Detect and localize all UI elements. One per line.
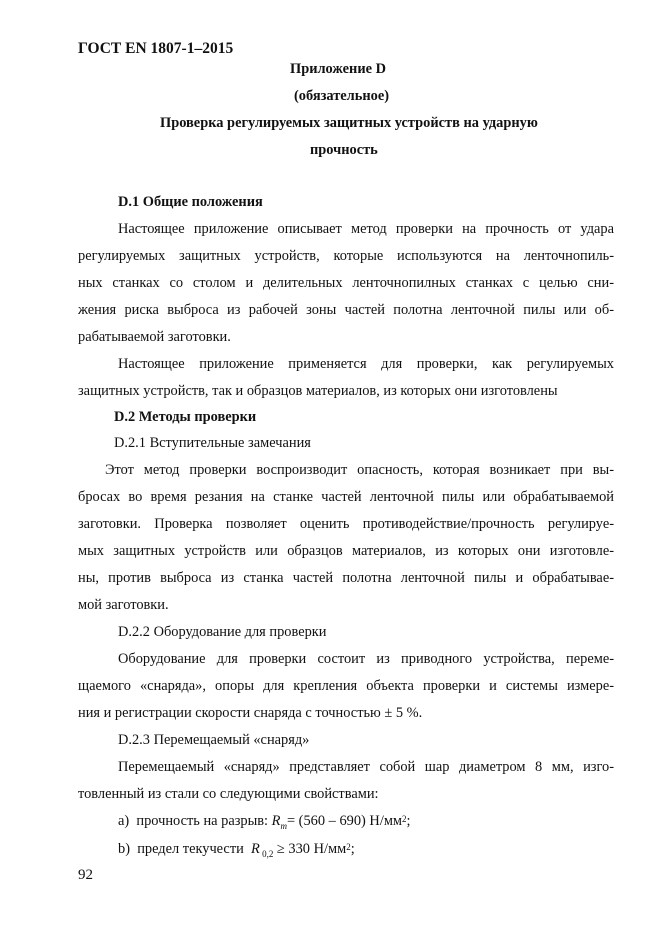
list-end: ; — [350, 841, 355, 857]
paragraph-line: товленный из стали со следующими свойствами: — [78, 786, 379, 802]
paragraph-line: регулируемых защитных устройств, которые используются на ленточнопиль- — [78, 248, 614, 264]
appendix-heading-line1: Проверка регулируемых защитных устройств на ударную — [160, 115, 538, 131]
paragraph-line: мой заготовки. — [78, 597, 169, 613]
paragraph-line: ны, против выброса из станка частей полотна ленточной пилы и обрабатывае- — [78, 570, 614, 586]
symbol-r: R — [251, 841, 260, 857]
subsection-heading-d21: D.2.1 Вступительные замечания — [114, 435, 311, 451]
paragraph-line: рабатываемой заготовки. — [78, 329, 231, 345]
appendix-status: (обязательное) — [294, 88, 390, 104]
page-number: 92 — [78, 867, 93, 883]
exponent: 2 — [346, 842, 351, 852]
paragraph-line: заготовки. Проверка позволяет оценить противодействие/прочность регулируе- — [78, 516, 614, 532]
list-value: = (560 – 690) Н/мм — [286, 813, 403, 829]
subsection-heading-d23: D.2.3 Перемещаемый «снаряд» — [118, 732, 310, 748]
paragraph-line: Оборудование для проверки состоит из приводного устройства, переме- — [118, 651, 614, 667]
paragraph-line: ния и регистрации скорости снаряда с точностью ± 5 %. — [78, 705, 423, 721]
paragraph-line: Этот метод проверки воспроизводит опасность, которая возникает при вы- — [105, 462, 614, 478]
paragraph-line: бросах во время резания на станке частей ленточной пилы или обрабатываемой — [78, 489, 614, 505]
paragraph-line: мых защитных устройств или образцов материалов, из которых они изготовле- — [78, 543, 614, 559]
paragraph-line: ных станках со столом и делительных ленточнопилных станках с целью сни- — [78, 275, 614, 291]
symbol-subscript: 0,2 — [259, 848, 274, 859]
symbol-r: R — [271, 813, 281, 829]
paragraph-line: защитных устройств, так и образцов материалов, из которых они изготовлены — [78, 383, 558, 399]
paragraph-line: щаемого «снаряда», опоры для крепления объекта проверки и системы измере- — [78, 678, 614, 694]
exponent: 2 — [402, 814, 407, 824]
list-marker: b) — [118, 841, 130, 857]
list-label: предел текучести — [137, 841, 244, 857]
paragraph-line: Настоящее приложение применяется для проверки, как регулируемых — [118, 356, 614, 372]
list-end: ; — [406, 813, 411, 829]
section-heading-d2: D.2 Методы проверки — [114, 409, 257, 425]
list-item-b — [118, 840, 355, 863]
paragraph-line: Перемещаемый «снаряд» представляет собой шар диаметром 8 мм, изго- — [118, 759, 614, 775]
paragraph-line: жения риска выброса из рабочей зоны частей полотна ленточной пилы или об- — [78, 302, 614, 318]
list-value: ≥ 330 Н/мм — [273, 841, 347, 857]
list-marker: a) — [118, 813, 130, 829]
section-heading-d1: D.1 Общие положения — [118, 194, 263, 210]
appendix-title: Приложение D — [290, 61, 386, 77]
paragraph-line: Настоящее приложение описывает метод проверки на прочность от удара — [118, 221, 614, 237]
list-item-a — [118, 812, 411, 835]
symbol-subscript: m — [280, 820, 287, 831]
subsection-heading-d22: D.2.2 Оборудование для проверки — [118, 624, 327, 640]
list-label: прочность на разрыв: — [136, 813, 269, 829]
standard-code: ГОСТ EN 1807-1–2015 — [78, 40, 234, 57]
appendix-heading-line2: прочность — [310, 142, 378, 158]
